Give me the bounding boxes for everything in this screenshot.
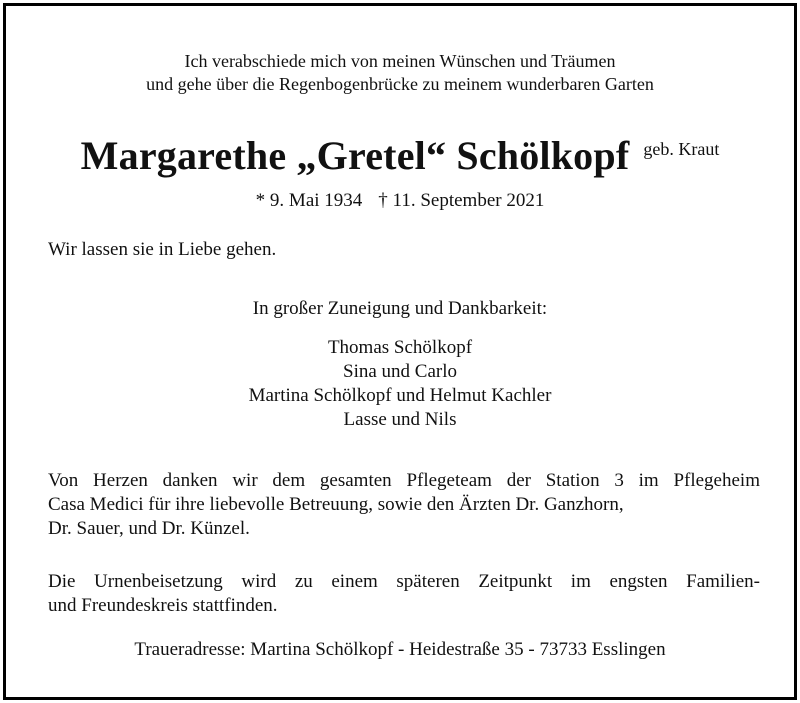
motto-line-2: und gehe über die Regenbogenbrücke zu meinem wunderbaren Garten — [146, 74, 654, 94]
obituary-notice — [3, 3, 797, 700]
burial-line-1: Die Urnenbeisetzung wird zu einem späteren Zeitpunkt im engsten Familien- — [48, 571, 760, 592]
mourner-name: Sina und Carlo — [343, 361, 457, 382]
deceased-name: Margarethe „Gretel“ Schölkopf — [80, 133, 630, 178]
burial-line-2: und Freundeskreis stattfinden. — [48, 595, 278, 616]
mourner-name: Thomas Schölkopf — [327, 337, 473, 358]
maiden-name: geb. Kraut — [643, 139, 720, 159]
mourners-intro: In großer Zuneigung und Dankbarkeit: — [252, 298, 548, 319]
name-row — [6, 134, 794, 178]
mourning-address: Traueradresse: Martina Schölkopf - Heidestraße 35 - 73733 Esslingen — [134, 639, 666, 660]
mourner-name: Martina Schölkopf und Helmut Kachler — [248, 385, 552, 406]
mourner-name: Lasse und Nils — [343, 409, 457, 430]
thanks-line-2: Casa Medici für ihre liebevolle Betreuung, sowie den Ärzten Dr. Ganzhorn, — [48, 494, 624, 515]
thanks-line-3: Dr. Sauer, und Dr. Künzel. — [48, 518, 250, 539]
life-dates — [6, 190, 794, 212]
thanks-line-1: Von Herzen danken wir dem gesamten Pflegeteam der Station 3 im Pflegeheim — [48, 470, 760, 491]
motto-line-1: Ich verabschiede mich von meinen Wünschen und Träumen — [184, 51, 616, 71]
birth-date: * 9. Mai 1934 — [255, 190, 363, 211]
farewell-text: Wir lassen sie in Liebe gehen. — [48, 239, 277, 260]
death-date: † 11. September 2021 — [378, 190, 545, 211]
